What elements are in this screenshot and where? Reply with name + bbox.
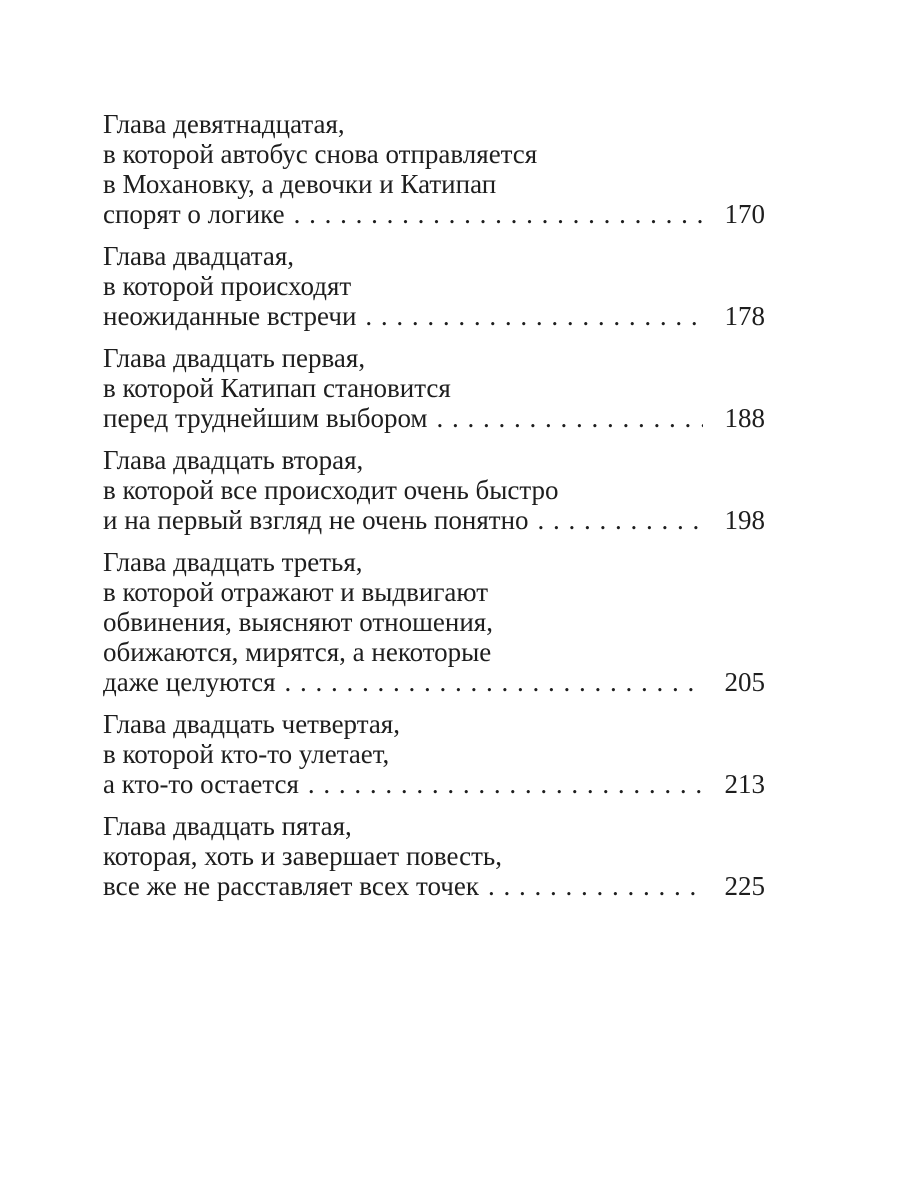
toc-entry-last-line (103, 199, 765, 229)
toc-entry-last-line (103, 667, 765, 697)
dot-leader (365, 301, 703, 331)
toc-entry (103, 547, 765, 697)
toc-entry-line: обвинения, выясняют отношения, (103, 607, 493, 637)
toc-entry-lines (103, 241, 765, 301)
page-number: 178 (724, 301, 765, 331)
toc-entry-last-line (103, 871, 765, 901)
toc-entry-line: Глава двадцать вторая, (103, 445, 364, 475)
toc-entry-lines (103, 547, 765, 667)
toc-entry-line: в которой автобус снова отправляется (103, 139, 538, 169)
toc-entry-line: в которой все происходит очень быстро (103, 475, 559, 505)
toc-entry-lines (103, 343, 765, 403)
page-number: 170 (724, 199, 765, 229)
toc-entry-line: Глава девятнадцатая, (103, 109, 345, 139)
toc-entry-last-line (103, 505, 765, 535)
toc-entry-last-line (103, 301, 765, 331)
toc-entry (103, 709, 765, 799)
toc-entry-line: в которой происходят (103, 271, 352, 301)
toc-entry-tail-text: и на первый взгляд не очень понятно (103, 505, 529, 535)
dot-leader (294, 199, 703, 229)
page-number: 198 (724, 505, 765, 535)
toc-entry-lines (103, 109, 765, 199)
toc-entry-line: которая, хоть и завершает повесть, (103, 841, 502, 871)
toc-entry (103, 811, 765, 901)
toc-entry-tail-text: а кто-то остается (103, 769, 299, 799)
page-number: 213 (724, 769, 765, 799)
toc-entry-line: в которой отражают и выдвигают (103, 577, 488, 607)
toc-entry-last-line (103, 769, 765, 799)
toc-entry (103, 445, 765, 535)
toc-entry-lines (103, 709, 765, 769)
toc-entry-lines (103, 811, 765, 871)
toc-entry-tail-text: даже целуются (103, 667, 276, 697)
toc-entry-tail-text: все же не расставляет всех точек (103, 871, 479, 901)
toc-entry (103, 109, 765, 229)
toc-entry-tail-text: перед труднейшим выбором (103, 403, 428, 433)
toc-entry-line: Глава двадцатая, (103, 241, 295, 271)
toc-list (103, 109, 765, 901)
toc-entry-line: Глава двадцать третья, (103, 547, 363, 577)
toc-entry-tail-text: спорят о логике (103, 199, 285, 229)
toc-entry-tail-text: неожиданные встречи (103, 301, 357, 331)
toc-entry (103, 241, 765, 331)
page-number: 205 (724, 667, 765, 697)
dot-leader (285, 667, 703, 697)
page-number: 188 (724, 403, 765, 433)
toc-entry-line: Глава двадцать четвертая, (103, 709, 400, 739)
toc-entry (103, 343, 765, 433)
toc-entry-lines (103, 445, 765, 505)
toc-entry-line: в которой Катипап становится (103, 373, 451, 403)
dot-leader (488, 871, 703, 901)
dot-leader (538, 505, 703, 535)
page-number: 225 (724, 871, 765, 901)
toc-entry-line: в которой кто-то улетает, (103, 739, 390, 769)
toc-entry-last-line (103, 403, 765, 433)
toc-entry-line: обижаются, мирятся, а некоторые (103, 637, 492, 667)
dot-leader (308, 769, 703, 799)
toc-entry-line: Глава двадцать первая, (103, 343, 366, 373)
toc-entry-line: Глава двадцать пятая, (103, 811, 352, 841)
toc-entry-line: в Мохановку, а девочки и Катипап (103, 169, 497, 199)
dot-leader (437, 403, 703, 433)
